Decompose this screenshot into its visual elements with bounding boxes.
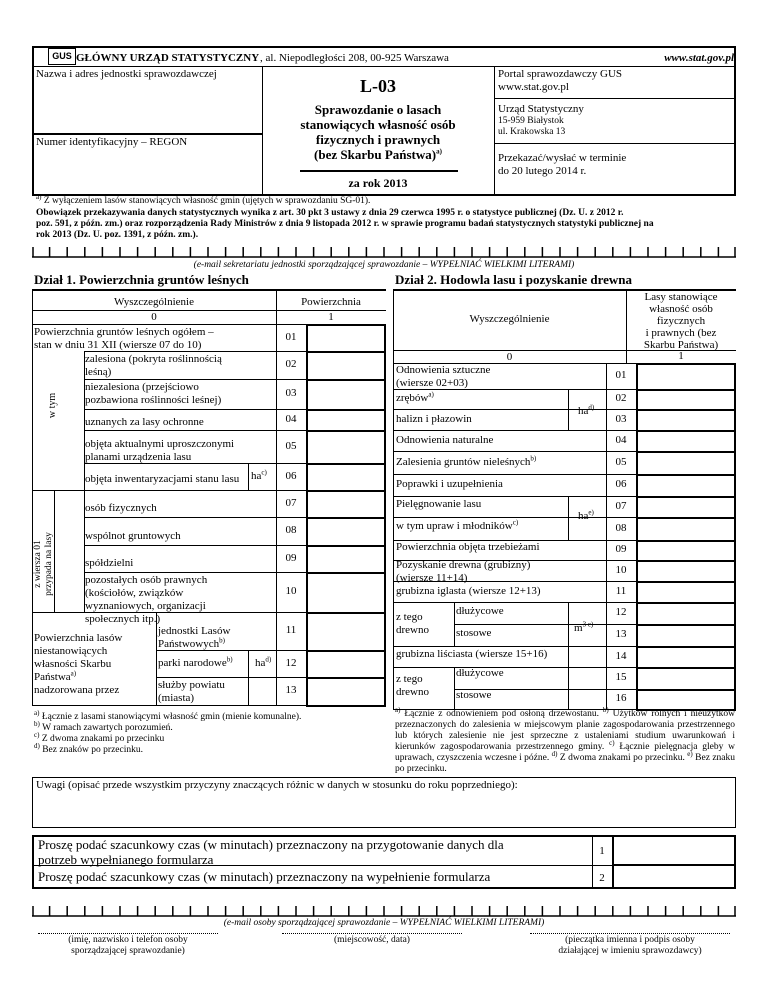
row-number: 13 — [285, 684, 297, 696]
s2-r15-label: dłużycowe — [456, 667, 504, 679]
row-number: 12 — [615, 606, 627, 618]
s1-footnote-b: $^{b)}$ W ramach zawartych porozumień. — [34, 719, 173, 733]
form-title-1: Sprawozdanie o lasach — [314, 102, 442, 117]
divider — [84, 351, 85, 490]
email-secretariat-field[interactable] — [32, 244, 736, 258]
s2-col-a: Wyszczególnienie — [469, 313, 550, 325]
row-number: 02 — [285, 358, 297, 370]
portal-l1: Portal sprawozdawczy GUS — [498, 68, 623, 80]
s2-r04-label: Odnowienia naturalne — [396, 434, 494, 446]
row-number: 06 — [615, 478, 627, 490]
row-number: 13 — [615, 628, 627, 640]
s1-ha-unit: $ha^{c)}$ — [251, 468, 267, 482]
row-number: 03 — [615, 412, 627, 425]
s2-r13-label: stosowe — [456, 627, 492, 639]
row-number: 11 — [285, 624, 297, 636]
row-number: 08 — [285, 524, 297, 536]
regon-line — [32, 133, 262, 135]
deadline-l1: Przekazać/wysłać w terminie — [498, 152, 627, 164]
s1-footnote-a: $^{a)}$ Łącznie z lasami stanowiącymi własność gmin (mienie komunalne). — [34, 708, 302, 722]
us-l3: ul. Krakowska 13 — [498, 127, 566, 137]
s2-r12-label: dłużycowe — [456, 605, 504, 617]
value-input[interactable] — [636, 363, 736, 391]
unit-name-label: Nazwa i adres jednostki sprawozdawczej — [36, 68, 217, 80]
s2-r10-label: Pozyskanie drewna (grubizny) (wiersze 11+14) — [396, 559, 531, 584]
s1-ha-unit-2: $ha^{d)}$ — [255, 655, 272, 669]
legal-l3: rok 2013 (Dz. U. poz. 1391, z późn. zm.). — [36, 230, 199, 240]
divider — [276, 289, 277, 324]
row-number: 12 — [285, 656, 297, 669]
value-input[interactable] — [636, 560, 736, 583]
section1-title: Dział 1. Powierzchnia gruntów leśnych — [34, 272, 249, 287]
divider — [454, 667, 455, 709]
s2-r14-label: grubizna liściasta (wiersze 15+16) — [396, 648, 548, 660]
s1-r13-label: służby powiatu (miasta) — [158, 679, 225, 704]
row-number: 11 — [615, 584, 627, 597]
s2-r16-label: stosowe — [456, 689, 492, 701]
legal-l1: Obowiązek przekazywania danych statystycznych wynika z art. 30 pkt 3 ustawy z dnia 29 czerwca 1995 r. o statystyce publicznej (Dz. U. z 2012 r. — [36, 208, 624, 218]
s1-r03-label: niezalesiona (przejściowo pozbawiona roślinności leśnej) — [85, 381, 222, 406]
gus-logo: GUS — [48, 48, 76, 65]
s1-r07-label: osób fizycznych — [85, 502, 157, 514]
value-input[interactable] — [636, 646, 736, 669]
s2-r03-label: halizn i płazowin — [396, 413, 472, 425]
value-input[interactable] — [636, 451, 736, 476]
divider — [32, 289, 33, 705]
s2-r07-label: Pielęgnowanie lasu — [396, 498, 482, 510]
time1-num: 1 — [599, 845, 605, 857]
row-number: 04 — [615, 433, 627, 446]
s2-z-tego-1: z tego drewno — [396, 611, 429, 636]
s2-ha-unit: $ha^{d)}$ — [578, 403, 595, 417]
divider — [568, 389, 569, 430]
s2-col-a-num: 0 — [506, 351, 513, 363]
s2-r06-label: Poprawki i uzupełnienia — [396, 478, 503, 490]
row-number: 07 — [285, 496, 297, 509]
row-number: 06 — [285, 469, 297, 482]
s1-r09-label: spółdzielni — [85, 557, 134, 569]
s2-r02-label: zrębów$^{a)}$ — [396, 390, 434, 404]
value-input[interactable] — [636, 602, 736, 626]
value-input[interactable] — [636, 689, 736, 711]
form-title-2: stanowiących własność osób — [300, 117, 456, 132]
s1-z-wiersza: z wiersza 01 przypada na lasy — [32, 532, 54, 596]
value-input[interactable] — [306, 545, 386, 574]
value-input[interactable] — [306, 379, 386, 411]
time2-num: 2 — [599, 872, 605, 884]
divider — [393, 289, 394, 709]
sig1-line[interactable] — [38, 933, 218, 934]
divider — [454, 602, 455, 646]
value-input[interactable] — [306, 490, 386, 519]
value-input[interactable] — [636, 667, 736, 691]
value-input[interactable] — [306, 351, 386, 381]
s1-r11-label: jednostki Lasów Państwowych$^{b)}$ — [158, 625, 231, 650]
value-input[interactable] — [636, 517, 736, 542]
website: www.stat.gov.pl — [664, 52, 734, 64]
divider — [568, 602, 569, 709]
s2-col-b-num: 1 — [678, 350, 684, 362]
s2-footnotes: $^{a)}$ Łącznie z odnowieniem pod osłoną drzewostanu. $^{b)}$ Użytków rolnych i nieużytków przeznaczonych do zalesienia w miejscowym planie zagospodarowania przestrzennego lub których zalesienie nie jest sprzeczne z ustaleniami studium uwarunkowań i kierunków zagospodarowania przestrzennego gminy. $^{c)}$ Łącznie pielęgnacja gleby w uprawach, czyszczenia wczesne i późne. $^{d)}$ Z dwoma znakami po przecinku. $^{e)}$ Bez znaku po przecinku. — [395, 705, 736, 774]
row-number: 14 — [615, 649, 627, 662]
office-address: , al. Niepodległości 208, 00-925 Warszawa — [260, 52, 449, 64]
s1-w-tym: w tym — [47, 392, 59, 419]
row-number: 05 — [615, 455, 627, 468]
s1-r06-label: objęta inwentaryzacjami stanu lasu — [85, 473, 240, 485]
section2-title: Dział 2. Hodowla lasu i pozyskanie drewna — [395, 272, 633, 287]
time1-label: Proszę podać szacunkowy czas (w minutach) przeznaczony na przygotowanie danych dla potrzeb wypełnianego formularza — [38, 837, 504, 867]
s2-m3-unit: $m^{3 e)}$ — [574, 620, 594, 634]
s2-r01-label: Odnowienia sztuczne (wiersze 02+03) — [396, 364, 491, 389]
remarks-label: Uwagi (opisać przede wszystkim przyczyny znaczących różnic w danych w stosunku do roku poprzedniego): — [36, 779, 518, 791]
value-input[interactable] — [636, 540, 736, 562]
row-number: 09 — [615, 543, 627, 555]
s1-r02-label: zalesiona (pokryta roślinnością leśną) — [85, 353, 222, 378]
s2-r05-label: Zalesienia gruntów nieleśnych$^{b)}$ — [396, 454, 537, 468]
s2-r08-label: w tym upraw i młodników$^{c)}$ — [396, 518, 519, 532]
s1-footnote-c: $^{c)}$ Z dwoma znakami po przecinku — [34, 730, 165, 744]
row-number: 10 — [285, 585, 297, 597]
s1-r08-label: wspólnot gruntowych — [85, 530, 181, 542]
s1-r05-label: objęta aktualnymi uproszczonymi planami urządzenia lasu — [85, 438, 235, 463]
value-input[interactable] — [636, 581, 736, 604]
divider — [494, 98, 736, 99]
sig2-caption: (miejscowość, data) — [334, 935, 410, 945]
form-code: L-03 — [360, 76, 396, 96]
divider — [156, 612, 157, 705]
form-title-3: fizycznych i prawnych — [315, 132, 441, 147]
time1-input[interactable] — [612, 835, 736, 866]
divider — [276, 324, 277, 705]
row-number: 04 — [285, 412, 297, 425]
divider — [568, 496, 569, 540]
divider — [606, 363, 607, 709]
time2-label: Proszę podać szacunkowy czas (w minutach) przeznaczony na wypełnienie formularza — [38, 869, 491, 884]
value-input[interactable] — [636, 496, 736, 519]
s1-footnote-d: $^{d)}$ Bez znaków po przecinku. — [34, 741, 143, 755]
s1-r04-label: uznanych za lasy ochronne — [85, 416, 204, 428]
row-number: 15 — [615, 671, 627, 683]
email1-caption: (e-mail sekretariatu jednostki sporządzającej sprawozdanie – WYPEŁNIAĆ WIELKIMI LITERAMI) — [193, 260, 575, 270]
time2-input[interactable] — [612, 864, 736, 889]
year: za rok 2013 — [348, 176, 408, 190]
value-input[interactable] — [636, 474, 736, 498]
regon-label: Numer identyfikacyjny – REGON — [36, 136, 188, 148]
divider — [248, 650, 249, 705]
divider — [84, 490, 85, 612]
row-number: 10 — [615, 563, 627, 576]
s2-col-b: Lasy stanowiące własność osób fizycznych i prawnych (bez Skarbu Państwa) — [643, 291, 719, 351]
s2-r11-label: grubizna iglasta (wiersze 12+13) — [396, 585, 541, 597]
sig3-line[interactable] — [530, 933, 730, 934]
sig1-caption: (imię, nazwisko i telefon osoby sporządzającej sprawozdanie) — [68, 935, 188, 956]
row-number: 01 — [615, 369, 627, 381]
portal-l2: www.stat.gov.pl — [498, 81, 569, 93]
value-input[interactable] — [636, 389, 736, 411]
email2-caption: (e-mail osoby sporządzającej sprawozdanie – WYPEŁNIAĆ WIELKIMI LITERAMI) — [223, 918, 545, 928]
us-l1: Urząd Statystyczny — [498, 103, 584, 115]
s1-col-a: Wyszczególnienie — [114, 296, 194, 308]
legal-footnote: $^{a)}$ Z wyłączeniem lasów stanowiących własność gmin (ujętych w sprawozdaniu SG-01). — [36, 192, 371, 206]
year-line — [300, 170, 458, 172]
divider — [54, 490, 55, 612]
s1-col-b: Powierzchnia — [301, 296, 361, 308]
row-number: 09 — [285, 551, 297, 564]
row-number: 07 — [615, 499, 627, 512]
s1-r12-label: parki narodowe$^{b)}$ — [158, 655, 233, 669]
divider — [494, 66, 495, 196]
sig3-caption: (pieczątka imienna i podpis osoby działającej w imieniu sprawozdawcy) — [558, 935, 702, 956]
value-input[interactable] — [306, 677, 386, 707]
divider — [248, 463, 249, 490]
value-input[interactable] — [306, 409, 386, 432]
value-input[interactable] — [306, 612, 386, 652]
s1-r10-label: pozostałych osób prawnych (kościołów, związków wyznaniowych, organizacji społecznych itp.) — [85, 574, 208, 625]
s2-r09-label: Powierzchnia objęta trzebieżami — [396, 541, 540, 553]
email2-ticks — [32, 903, 736, 917]
row-number: 03 — [285, 387, 297, 399]
sig2-line[interactable] — [282, 933, 462, 934]
value-input[interactable] — [636, 624, 736, 648]
s2-z-tego-2: z tego drewno — [396, 673, 429, 698]
row-number: 08 — [615, 521, 627, 534]
s1-niest-label: Powierzchnia lasów niestanowiących własności Skarbu Państwa$^{a)}$ nadzorowana przez — [34, 632, 123, 696]
divider — [494, 143, 736, 144]
deadline-l2: do 20 lutego 2014 r. — [498, 165, 587, 177]
value-input[interactable] — [306, 324, 386, 353]
email-ticks — [32, 244, 736, 258]
office-name: GŁÓWNY URZĄD STATYSTYCZNY — [76, 52, 260, 64]
legal-l2: poz. 591, z późn. zm.) oraz rozporządzenia Rady Ministrów z dnia 9 listopada 2012 r. w sprawie programu badań statystycznych statystyki publicznej na — [36, 219, 654, 229]
s1-r01-label: Powierzchnia gruntów leśnych ogółem – stan w dniu 31 XII (wiersze 07 do 10) — [34, 326, 214, 351]
s1-col-b-num: 1 — [328, 311, 334, 323]
header-line — [32, 66, 736, 67]
value-input[interactable] — [306, 463, 386, 492]
row-number: 01 — [285, 330, 297, 343]
row-number: 05 — [285, 439, 297, 452]
value-input[interactable] — [306, 572, 386, 614]
s1-col-a-num: 0 — [151, 311, 157, 323]
value-input[interactable] — [306, 517, 386, 547]
form-title-4: (bez Skarbu Państwa)$^{a)}$ — [314, 147, 442, 162]
value-input[interactable] — [306, 650, 386, 679]
value-input[interactable] — [306, 430, 386, 465]
row-number: 02 — [615, 392, 627, 404]
value-input[interactable] — [636, 430, 736, 453]
email-preparer-field[interactable] — [32, 903, 736, 917]
us-l2: 15-959 Białystok — [498, 116, 564, 126]
value-input[interactable] — [636, 409, 736, 432]
row-number: 16 — [615, 692, 627, 704]
s2-ha-unit-2: $ha^{e)}$ — [578, 508, 594, 522]
